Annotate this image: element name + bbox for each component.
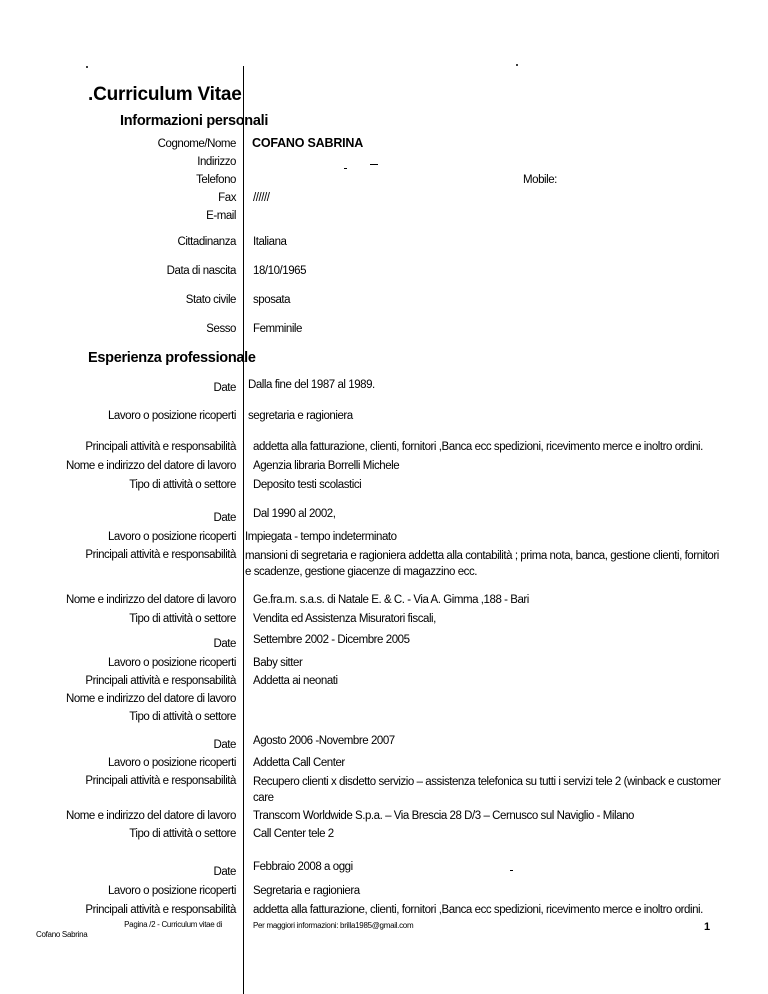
value-sector: Vendita ed Assistenza Misuratori fiscali, <box>253 613 436 625</box>
label-employer: Nome e indirizzo del datore di lavoro <box>65 460 236 472</box>
label-activities: Principali attività e responsabilità <box>85 549 236 561</box>
label-date: Date <box>213 866 236 878</box>
label-activities: Principali attività e responsabilità <box>85 775 236 787</box>
value-birth-date: 18/10/1965 <box>253 265 307 277</box>
value-sector: Deposito testi scolastici <box>253 479 362 491</box>
label-activities: Principali attività e responsabilità <box>85 904 236 916</box>
label-position: Lavoro o posizione ricoperti <box>107 885 236 897</box>
value-activities: addetta alla fatturazione, clienti, fornitori ,Banca ecc spedizioni, ricevimento merce e inoltro ordini. <box>253 904 703 916</box>
label-activities: Principali attività e responsabilità <box>85 441 236 453</box>
label-birth-date: Data di nascita <box>166 265 236 277</box>
label-sector: Tipo di attività o settore <box>129 711 236 723</box>
value-sex: Femminile <box>253 323 302 335</box>
label-employer: Nome e indirizzo del datore di lavoro <box>65 594 236 606</box>
scan-mark <box>344 168 347 169</box>
value-activities: Recupero clienti x disdetto servizio – assistenza telefonica su tutti i servizi tele 2 (winback e customer care <box>253 776 721 804</box>
label-position: Lavoro o posizione ricoperti <box>107 657 236 669</box>
label-employer: Nome e indirizzo del datore di lavoro <box>65 693 236 705</box>
label-email: E-mail <box>206 210 236 222</box>
value-fax: ////// <box>253 192 270 204</box>
label-sector: Tipo di attività o settore <box>129 828 236 840</box>
scan-speck <box>516 64 518 66</box>
label-address: Indirizzo <box>197 156 236 168</box>
value-citizenship: Italiana <box>253 236 287 248</box>
value-activities: Addetta ai neonati <box>253 675 338 687</box>
label-date: Date <box>213 638 236 650</box>
label-position: Lavoro o posizione ricoperti <box>107 410 236 422</box>
value-civil-status: sposata <box>253 294 291 306</box>
label-position: Lavoro o posizione ricoperti <box>107 757 236 769</box>
scan-mark <box>370 164 378 165</box>
section-heading-experience: Esperienza professionale <box>88 350 256 366</box>
value-position: segretaria e ragioniera <box>248 410 353 422</box>
label-name: Cognome/Nome <box>157 138 236 150</box>
label-date: Date <box>213 512 236 524</box>
value-employer: Transcom Worldwide S.p.a. – Via Brescia 28 D/3 – Cernusco sul Naviglio - Milano <box>253 810 634 822</box>
label-sector: Tipo di attività o settore <box>129 613 236 625</box>
value-position: Segretaria e ragioniera <box>253 885 360 897</box>
label-civil-status: Stato civile <box>185 294 236 306</box>
footer-author: Cofano Sabrina <box>36 930 88 939</box>
scan-speck <box>86 66 88 68</box>
document-title: .Curriculum Vitae <box>88 84 242 105</box>
value-employer: Ge.fra.m. s.a.s. di Natale E. & C. - Via A. Gimma ,188 - Bari <box>253 594 529 606</box>
footer-contact-info: Per maggiori informazioni: brilla1985@gmail.com <box>253 921 414 930</box>
column-divider <box>243 66 244 994</box>
label-position: Lavoro o posizione ricoperti <box>107 531 236 543</box>
label-citizenship: Cittadinanza <box>177 236 236 248</box>
value-date: Dal 1990 al 2002, <box>253 508 336 520</box>
scan-mark <box>510 870 513 871</box>
label-date: Date <box>213 382 236 394</box>
section-heading-personal: Informazioni personali <box>120 113 269 129</box>
page-number: 1 <box>704 921 711 933</box>
label-sex: Sesso <box>206 323 236 335</box>
label-date: Date <box>213 739 236 751</box>
label-fax: Fax <box>218 192 236 204</box>
label-phone: Telefono <box>196 174 236 186</box>
value-activities: mansioni di segretaria e ragioniera addetta alla contabilità ; prima nota, banca, gestione clienti, fornitori e scadenze, gestione giacenze di magazzino ecc. <box>245 550 719 578</box>
value-position: Baby sitter <box>253 657 303 669</box>
value-position: Impiegata - tempo indeterminato <box>245 531 397 543</box>
value-position: Addetta Call Center <box>253 757 345 769</box>
value-employer: Agenzia libraria Borrelli Michele <box>253 460 400 472</box>
value-name: COFANO SABRINA <box>252 136 364 150</box>
value-sector: Call Center tele 2 <box>253 828 334 840</box>
label-employer: Nome e indirizzo del datore di lavoro <box>65 810 236 822</box>
value-activities: addetta alla fatturazione, clienti, fornitori ,Banca ecc spedizioni, ricevimento merce e inoltro ordini. <box>253 441 703 453</box>
label-mobile: Mobile: <box>523 174 557 186</box>
footer-page-label: Pagina /2 - Curriculum vitae di <box>124 920 222 929</box>
label-activities: Principali attività e responsabilità <box>85 675 236 687</box>
value-date: Febbraio 2008 a oggi <box>253 861 353 873</box>
value-date: Settembre 2002 - Dicembre 2005 <box>253 634 410 646</box>
value-date: Agosto 2006 -Novembre 2007 <box>253 735 395 747</box>
value-date: Dalla fine del 1987 al 1989. <box>248 379 375 391</box>
label-sector: Tipo di attività o settore <box>129 479 236 491</box>
